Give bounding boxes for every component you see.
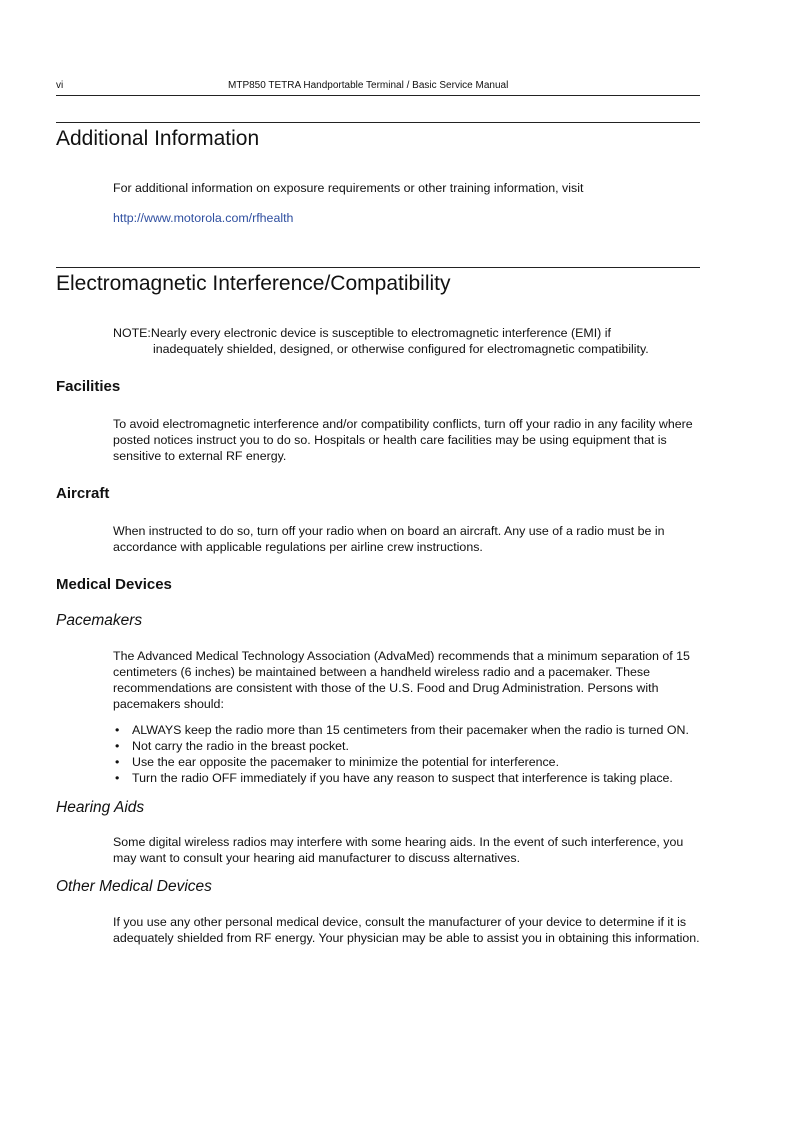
pacemaker-bullet-list	[113, 722, 703, 786]
heading-medical-devices: Medical Devices	[56, 576, 172, 593]
hearing-text: Some digital wireless radios may interfere with some hearing aids. In the event of such interference, you may want to consult your hearing aid manufacturer to discuss alternatives.	[113, 835, 684, 865]
heading-hearing-aids: Hearing Aids	[56, 799, 145, 816]
note-label: NOTE:	[113, 326, 151, 340]
page-number: vi	[56, 80, 64, 91]
emi-note	[113, 325, 703, 357]
heading-aircraft: Aircraft	[56, 485, 110, 502]
section-rule	[56, 122, 700, 123]
rfhealth-link[interactable]: http://www.motorola.com/rfhealth	[113, 211, 294, 225]
list-item: • Turn the radio OFF immediately if you have any reason to suspect that interference is taking place.	[113, 770, 703, 786]
note-line-1: Nearly every electronic device is susceptible to electromagnetic interference (EMI) if	[150, 326, 611, 340]
list-item: • Not carry the radio in the breast pocket.	[113, 738, 703, 754]
section-heading-additional-information: Additional Information	[56, 127, 260, 150]
heading-other-medical-devices: Other Medical Devices	[56, 878, 212, 895]
heading-facilities: Facilities	[56, 378, 121, 395]
other-text: If you use any other personal medical device, consult the manufacturer of your device to determine if it is adequately shielded from RF energy. Your physician may be able to assist you in obtaining this information.	[113, 915, 700, 945]
note-line-2: inadequately shielded, designed, or otherwise configured for electromagnetic compatibility.	[153, 342, 649, 356]
aircraft-text: When instructed to do so, turn off your radio when on board an aircraft. Any use of a radio must be in accordance with applicable regulations per airline crew instructions.	[113, 524, 665, 554]
running-header: MTP850 TETRA Handportable Terminal / Basic Service Manual	[228, 80, 509, 91]
header-rule	[56, 95, 700, 96]
heading-pacemakers: Pacemakers	[56, 612, 143, 629]
additional-text: For additional information on exposure requirements or other training information, visit	[113, 181, 584, 195]
pacemakers-text: The Advanced Medical Technology Association (AdvaMed) recommends that a minimum separation of 15 centimeters (6 inches) be maintained between a handheld wireless radio and a pacemaker. These recommendations are consistent with those of the U.S. Food and Drug Administration. Persons with pacemakers should:	[113, 649, 690, 711]
section-heading-emi: Electromagnetic Interference/Compatibility	[56, 272, 451, 295]
facilities-text: To avoid electromagnetic interference and/or compatibility conflicts, turn off your radio in any facility where posted notices instruct you to do so. Hospitals or health care facilities may be using equipment that is sensitive to external RF energy.	[113, 417, 693, 463]
list-item: • Use the ear opposite the pacemaker to minimize the potential for interference.	[113, 754, 703, 770]
section-rule	[56, 267, 700, 268]
list-item: • ALWAYS keep the radio more than 15 centimeters from their pacemaker when the radio is turned ON.	[113, 722, 703, 738]
